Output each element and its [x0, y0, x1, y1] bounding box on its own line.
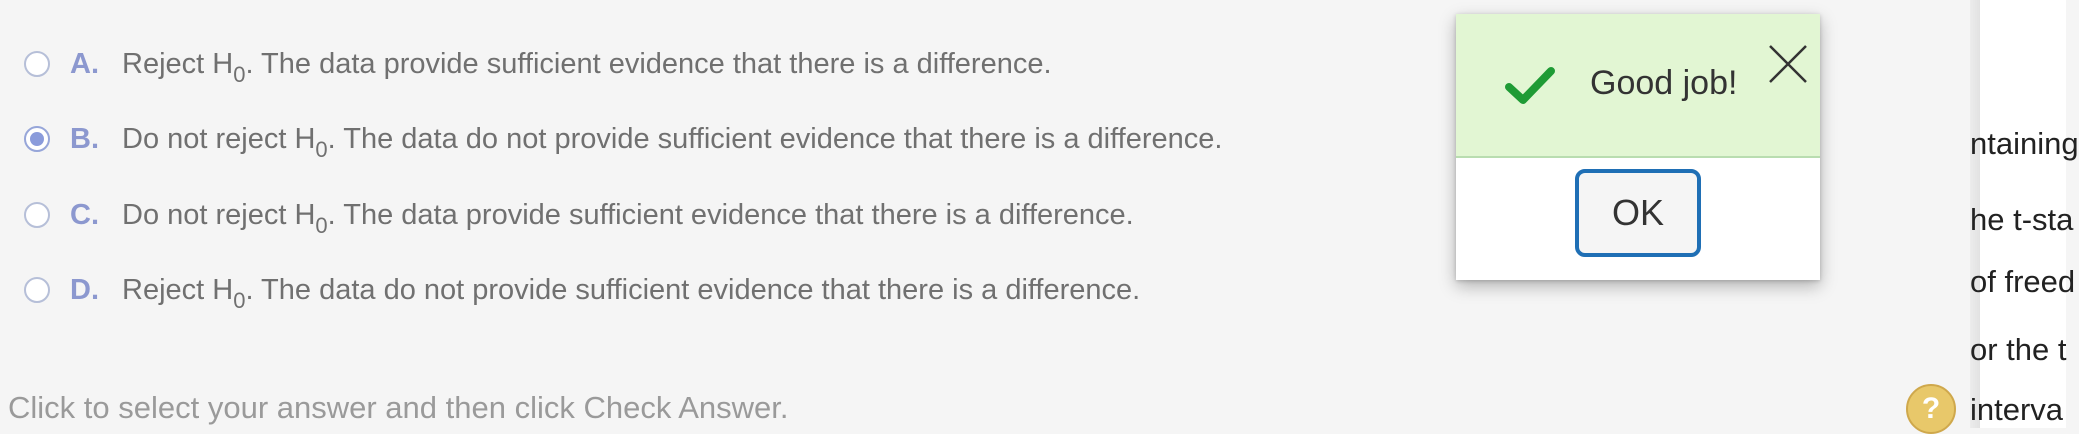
right-panel-line: he t-sta — [1970, 202, 2074, 237]
close-icon[interactable] — [1766, 42, 1810, 86]
right-panel-line: or the t — [1970, 332, 2067, 367]
radio-option-d[interactable] — [24, 277, 50, 303]
option-a-text: Reject $H_0$. The data provide sufficient evidence that there is a difference. — [122, 47, 1052, 87]
feedback-dialog — [1456, 14, 1820, 280]
check-icon — [1506, 66, 1554, 106]
radio-option-a[interactable] — [24, 51, 50, 77]
ok-button[interactable]: OK — [1575, 169, 1701, 257]
dialog-message: Good job! — [1590, 64, 1738, 102]
option-a[interactable] — [24, 36, 1052, 92]
option-c-text: Do not reject $H_0$. The data provide sufficient evidence that there is a difference. — [122, 198, 1134, 238]
right-panel — [1970, 0, 2079, 428]
option-a-letter: A. — [70, 47, 99, 80]
option-b-text: Do not reject $H_0$. The data do not provide sufficient evidence that there is a difference. — [122, 122, 1223, 162]
option-b-letter: B. — [70, 122, 99, 155]
radio-option-c[interactable] — [24, 202, 50, 228]
radio-selected-dot — [30, 132, 44, 146]
help-icon[interactable]: ? — [1906, 384, 1956, 434]
instruction-text: Click to select your answer and then click Check Answer. — [8, 390, 789, 425]
right-panel-line: interva — [1970, 392, 2064, 427]
option-d-letter: D. — [70, 273, 99, 306]
right-panel-line: of freed — [1970, 264, 2076, 299]
option-c[interactable] — [24, 187, 1134, 243]
option-b[interactable] — [24, 111, 1222, 167]
option-d[interactable] — [24, 262, 1140, 318]
option-d-text: Reject $H_0$. The data do not provide sufficient evidence that there is a difference. — [122, 273, 1141, 313]
radio-option-b[interactable] — [24, 126, 50, 152]
option-c-letter: C. — [70, 198, 99, 231]
right-panel-line: ntaining — [1970, 126, 2079, 161]
dialog-header — [1456, 14, 1820, 158]
